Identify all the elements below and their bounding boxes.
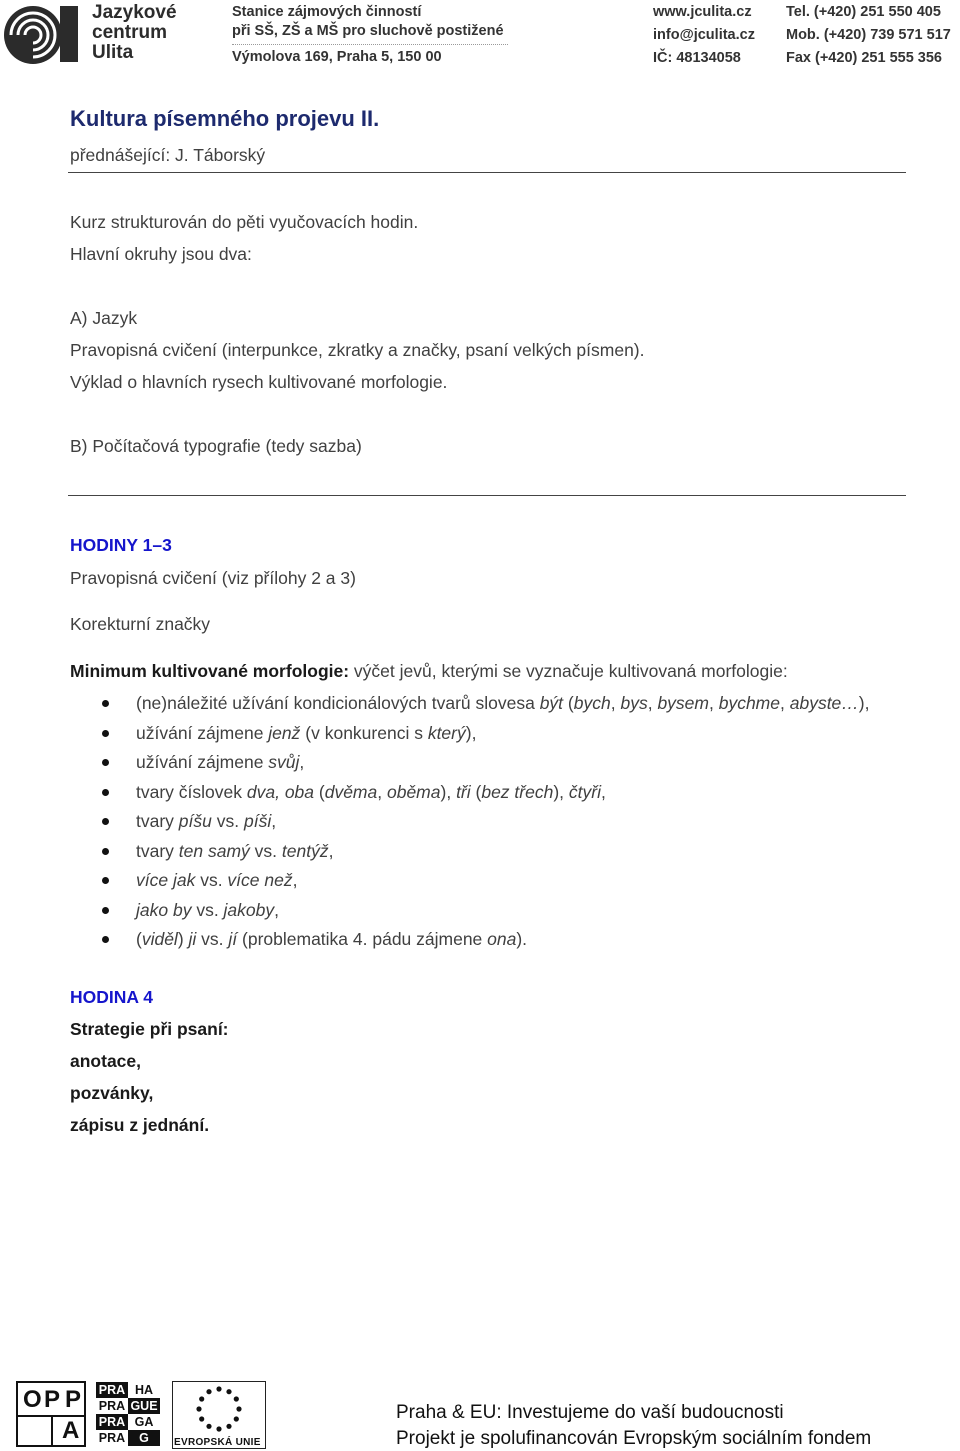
list-text: ( bbox=[136, 929, 142, 949]
italic-term: oběma bbox=[386, 781, 441, 802]
italic-term: bez třech bbox=[481, 781, 554, 802]
eu-star bbox=[226, 1424, 231, 1429]
italic-term: být bbox=[539, 693, 564, 713]
italic-term: svůj bbox=[268, 752, 300, 772]
italic-term: abyste… bbox=[789, 693, 859, 713]
eu-star bbox=[206, 1389, 211, 1394]
intro-line: Kurz strukturován do pěti vyučovacích hodin. bbox=[70, 212, 419, 232]
list-text: (problematika 4. pádu zájmene bbox=[237, 929, 488, 949]
header-line: při SŠ, ZŠ a MŠ pro sluchově postižené bbox=[232, 23, 504, 39]
section-a-line: Výklad o hlavních rysech kultivované morfologie. bbox=[70, 372, 448, 392]
opp-letter: A bbox=[62, 1417, 80, 1444]
morphology-list bbox=[100, 692, 870, 958]
list-text: vs. bbox=[196, 929, 229, 949]
eu-star bbox=[196, 1406, 201, 1411]
fax-line: Fax (+420) 251 555 356 bbox=[786, 50, 942, 66]
italic-term: viděl bbox=[141, 929, 178, 949]
header-divider bbox=[232, 44, 508, 45]
list-text: ( bbox=[563, 693, 574, 713]
list-text: ( bbox=[314, 781, 325, 802]
header-contacts bbox=[786, 1, 951, 70]
bullet-dot-icon bbox=[102, 759, 109, 766]
eu-star bbox=[216, 1386, 221, 1391]
header-web bbox=[653, 1, 755, 70]
bullet-dot-icon bbox=[102, 936, 109, 943]
italic-term: jí bbox=[228, 929, 238, 949]
list-text: , bbox=[708, 693, 719, 713]
praha-cell: PRA bbox=[96, 1430, 128, 1446]
logo-wordmark bbox=[92, 3, 177, 63]
bullet-dot-icon bbox=[102, 789, 109, 796]
praha-cell: PRA bbox=[96, 1398, 128, 1414]
list-text: užívání zájmene bbox=[136, 722, 269, 743]
mobile-line: Mob. (+420) 739 571 517 bbox=[786, 27, 951, 43]
list-item bbox=[100, 722, 870, 752]
opp-letter: P bbox=[44, 1386, 61, 1413]
eu-star bbox=[206, 1424, 211, 1429]
divider bbox=[68, 495, 906, 496]
list-text: , bbox=[328, 840, 334, 861]
logo-line: Jazykové bbox=[92, 2, 177, 23]
eu-stars-icon bbox=[173, 1382, 265, 1436]
list-text: , bbox=[600, 781, 606, 802]
list-item bbox=[100, 751, 870, 781]
intro-line: Hlavní okruhy jsou dva: bbox=[70, 244, 252, 264]
strategy-heading: Strategie při psaní: bbox=[70, 1019, 229, 1039]
email-link[interactable]: info@jculita.cz bbox=[653, 27, 755, 43]
header-line: Výmolova 169, Praha 5, 150 00 bbox=[232, 49, 442, 65]
italic-term: ji bbox=[188, 929, 197, 949]
praha-cell: PRA bbox=[96, 1382, 128, 1398]
italic-term: jakoby bbox=[223, 899, 275, 920]
bullet-dot-icon bbox=[102, 818, 109, 825]
italic-term: píšu bbox=[178, 811, 212, 831]
italic-term: dva, oba bbox=[246, 781, 315, 802]
bullet-dot-icon bbox=[102, 730, 109, 737]
list-text: , bbox=[299, 752, 305, 772]
strategy-item: pozvánky, bbox=[70, 1083, 154, 1103]
italic-term: který bbox=[427, 722, 466, 743]
praha-cell: HA bbox=[128, 1382, 160, 1398]
italic-term: čtyři bbox=[568, 781, 601, 802]
bullet-dot-icon bbox=[102, 848, 109, 855]
italic-term: tři bbox=[456, 781, 471, 802]
praha-logo bbox=[96, 1382, 160, 1446]
document-title: Kultura písemného projevu II. bbox=[70, 106, 380, 131]
list-text: , bbox=[610, 693, 621, 713]
list-text: ), bbox=[858, 693, 870, 713]
header-line: Stanice zájmových činností bbox=[232, 4, 422, 20]
company-id: IČ: 48134058 bbox=[653, 50, 741, 66]
list-item bbox=[100, 869, 870, 899]
list-item bbox=[100, 781, 870, 811]
praha-cell: G bbox=[128, 1430, 160, 1446]
list-text: , bbox=[271, 811, 277, 831]
italic-term: bych bbox=[573, 693, 611, 713]
eu-star bbox=[234, 1396, 239, 1401]
list-text: vs. bbox=[211, 811, 244, 831]
minimum-text: výčet jevů, kterými se vyznačuje kultivovaná morfologie: bbox=[349, 661, 788, 681]
hodiny-line: Korekturní značky bbox=[70, 614, 211, 634]
opp-letter: O bbox=[23, 1386, 42, 1413]
list-text: , bbox=[377, 781, 387, 802]
list-item bbox=[100, 899, 870, 929]
bullet-dot-icon bbox=[102, 700, 109, 707]
eu-star bbox=[216, 1426, 221, 1431]
strategy-item: zápisu z jednání. bbox=[70, 1115, 210, 1135]
italic-term: ten samý bbox=[178, 840, 250, 861]
list-text: vs. bbox=[191, 899, 224, 920]
hodiny-line: Pravopisná cvičení (viz přílohy 2 a 3) bbox=[70, 568, 356, 588]
lecturer: přednášející: J. Táborský bbox=[70, 145, 266, 165]
list-text: vs. bbox=[249, 840, 282, 861]
website-link[interactable]: www.jculita.cz bbox=[653, 4, 752, 20]
minimum-intro bbox=[70, 660, 788, 682]
opp-logo bbox=[16, 1381, 86, 1447]
list-text: (v konkurenci s bbox=[300, 722, 428, 743]
list-text: vs. bbox=[195, 870, 228, 890]
list-text: tvary bbox=[136, 811, 179, 831]
hodina4-heading: HODINA 4 bbox=[70, 987, 153, 1007]
italic-term: ona bbox=[487, 929, 517, 949]
italic-term: bychme bbox=[718, 693, 780, 713]
phone-line: Tel. (+420) 251 550 405 bbox=[786, 4, 941, 20]
italic-term: dvěma bbox=[324, 781, 378, 802]
praha-cell: GA bbox=[128, 1414, 160, 1430]
eu-star bbox=[199, 1416, 204, 1421]
list-text: ), bbox=[440, 781, 457, 802]
italic-term: bys bbox=[620, 693, 648, 713]
section-a-title: A) Jazyk bbox=[70, 308, 138, 328]
italic-term: tentýž bbox=[281, 840, 329, 861]
list-text: tvary číslovek bbox=[136, 781, 247, 802]
eu-star bbox=[199, 1396, 204, 1401]
italic-term: píši bbox=[243, 811, 272, 831]
footer-line: Praha & EU: Investujeme do vaší budoucnosti bbox=[396, 1402, 784, 1423]
logo-line: centrum bbox=[92, 22, 167, 43]
list-item bbox=[100, 692, 870, 722]
list-item bbox=[100, 928, 870, 958]
eu-star bbox=[226, 1389, 231, 1394]
italic-term: bysem bbox=[657, 693, 709, 713]
list-text: (ne)náležité užívání kondicionálových tvarů slovesa bbox=[136, 693, 540, 713]
eu-star bbox=[234, 1416, 239, 1421]
list-text: , bbox=[274, 899, 280, 920]
eu-star bbox=[236, 1406, 241, 1411]
minimum-label: Minimum kultivované morfologie: bbox=[70, 661, 350, 681]
list-item bbox=[100, 840, 870, 870]
opp-letter: P bbox=[65, 1386, 82, 1413]
list-text: tvary bbox=[136, 840, 179, 861]
list-item bbox=[100, 810, 870, 840]
list-text: ( bbox=[470, 781, 482, 802]
list-text: , bbox=[292, 870, 298, 890]
list-text: , bbox=[780, 693, 790, 713]
list-text: užívání zájmene bbox=[136, 752, 269, 772]
list-text: ), bbox=[465, 722, 477, 743]
italic-term: více než bbox=[227, 870, 293, 890]
strategy-item: anotace, bbox=[70, 1051, 141, 1071]
eu-label: EVROPSKÁ UNIE bbox=[174, 1437, 261, 1448]
divider bbox=[68, 172, 906, 173]
footer-line: Projekt je spolufinancován Evropským sociálním fondem bbox=[396, 1428, 872, 1449]
italic-term: jenž bbox=[268, 722, 301, 743]
italic-term: jako by bbox=[136, 899, 192, 920]
praha-cell: GUE bbox=[128, 1398, 160, 1414]
list-text: ). bbox=[516, 929, 528, 949]
list-text: ), bbox=[553, 781, 569, 802]
list-text: , bbox=[647, 693, 658, 713]
bullet-dot-icon bbox=[102, 877, 109, 884]
section-a-line: Pravopisná cvičení (interpunkce, zkratky a značky, psaní velkých písmen). bbox=[70, 340, 645, 360]
list-text: ) bbox=[177, 929, 189, 949]
ulita-logo-icon bbox=[2, 2, 84, 66]
bullet-dot-icon bbox=[102, 907, 109, 914]
hodiny-heading: HODINY 1–3 bbox=[70, 535, 172, 555]
header-institution bbox=[232, 1, 508, 69]
italic-term: více jak bbox=[136, 870, 196, 890]
logo-line: Ulita bbox=[92, 42, 134, 63]
section-b-title: B) Počítačová typografie (tedy sazba) bbox=[70, 436, 362, 456]
praha-cell: PRA bbox=[96, 1414, 128, 1430]
